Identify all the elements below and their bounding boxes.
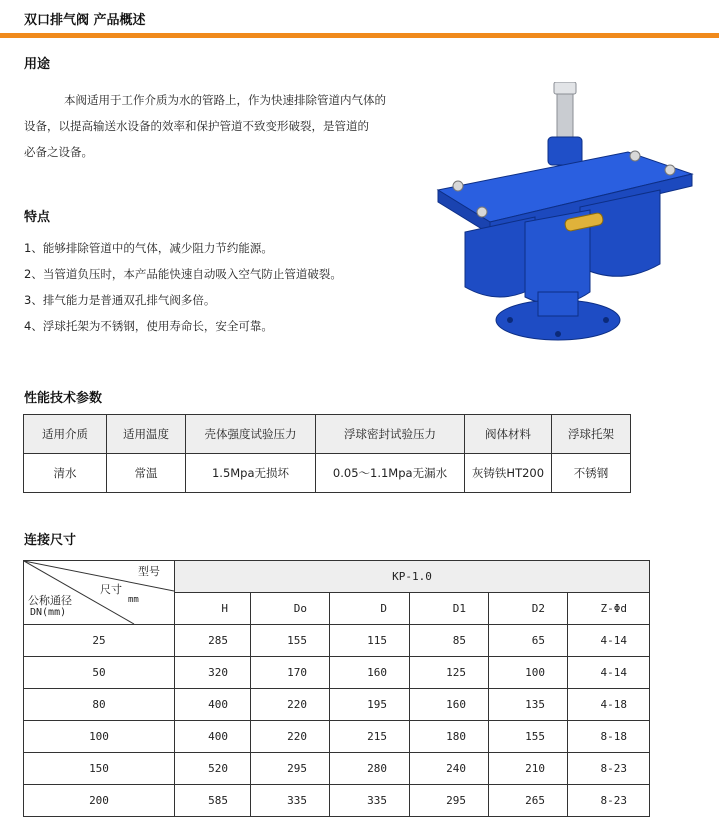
table-cell: 8-23 [568,785,650,817]
performance-table [23,414,631,493]
table-cell: 灰铸铁HT200 [465,454,552,493]
table-cell: 8-18 [568,721,650,753]
table-cell: 160 [410,689,489,721]
table-cell: 170 [251,657,330,689]
usage-heading: 用途 [24,57,51,72]
performance-heading: 性能技术参数 [24,391,103,406]
bolt-icon [453,181,463,191]
bolt-icon [630,151,640,161]
table-cell: 215 [330,721,410,753]
table-corner-cell [24,561,175,625]
table-cell: 1.5Mpa无损坏 [186,454,316,493]
table-cell: 4-14 [568,625,650,657]
table-cell: 100 [489,657,568,689]
table-cell: 295 [251,753,330,785]
corner-dn-label: 公称通径 [28,594,72,607]
header-divider [0,33,719,38]
corner-unit-label: mm [128,595,139,605]
usage-line-2: 设备，以提高输送水设备的效率和保护管道不致变形破裂，是管道的 [24,119,369,133]
features-list [24,235,342,339]
table-header-row [24,561,650,593]
corner-dn-unit-label: DN(mm) [30,607,67,618]
table-cell: 125 [410,657,489,689]
usage-line-3: 必备之设备。 [24,145,93,159]
table-cell: 50 [24,657,175,689]
table-row [24,785,650,817]
feature-item: 1、能够排除管道中的气体，减少阻力节约能源。 [24,241,273,255]
table-cell: 25 [24,625,175,657]
connection-table [23,560,650,817]
table-header-cell: D2 [489,593,568,625]
valve-stem [557,88,573,138]
valve-stem-cap [554,82,576,94]
table-cell: 80 [24,689,175,721]
table-cell: 150 [24,753,175,785]
table-header-cell: 阀体材料 [465,415,552,454]
table-cell: 65 [489,625,568,657]
table-cell: 240 [410,753,489,785]
table-cell: 160 [330,657,410,689]
table-header-row [24,415,631,454]
table-cell: 265 [489,785,568,817]
table-cell: 常温 [107,454,186,493]
table-cell: 200 [24,785,175,817]
table-cell: 清水 [24,454,107,493]
table-row [24,721,650,753]
table-header-cell: D1 [410,593,489,625]
table-cell: 400 [175,689,251,721]
table-header-cell: D [330,593,410,625]
table-cell: 不锈钢 [552,454,631,493]
table-row [24,753,650,785]
table-header-cell: 浮球密封试验压力 [316,415,465,454]
table-cell: 135 [489,689,568,721]
table-cell: 335 [330,785,410,817]
table-cell: 220 [251,689,330,721]
connection-heading: 连接尺寸 [24,533,77,548]
bolt-icon [665,165,675,175]
table-header-cell: 适用温度 [107,415,186,454]
table-cell: 320 [175,657,251,689]
table-row [24,689,650,721]
bolt-icon [477,207,487,217]
valve-upper-nut [548,137,582,165]
table-header-cell: 浮球托架 [552,415,631,454]
table-cell: 295 [410,785,489,817]
table-cell: 180 [410,721,489,753]
table-header-cell: H [175,593,251,625]
table-cell: 585 [175,785,251,817]
feature-item: 4、浮球托架为不锈钢，使用寿命长，安全可靠。 [24,319,273,333]
table-cell: 85 [410,625,489,657]
table-cell: 8-23 [568,753,650,785]
table-cell: 400 [175,721,251,753]
page-title: 双口排气阀 产品概述 [24,13,146,28]
table-cell: 195 [330,689,410,721]
table-header-cell: 适用介质 [24,415,107,454]
feature-item: 2、当管道负压时，本产品能快速自动吸入空气防止管道破裂。 [24,267,342,281]
table-cell: 210 [489,753,568,785]
table-header-cell: Z-Φd [568,593,650,625]
table-header-cell: Do [251,593,330,625]
flange-hole-icon [555,331,561,337]
table-header-cell: 壳体强度试验压力 [186,415,316,454]
flange-hole-icon [507,317,513,323]
valve-neck [538,292,578,316]
table-cell: 220 [251,721,330,753]
table-cell: 155 [489,721,568,753]
table-cell: 115 [330,625,410,657]
model-header-cell: KP-1.0 [175,561,650,593]
table-cell: 280 [330,753,410,785]
table-row [24,657,650,689]
usage-paragraph [24,87,424,165]
table-cell: 155 [251,625,330,657]
features-heading: 特点 [24,210,51,225]
table-cell: 4-18 [568,689,650,721]
table-cell: 335 [251,785,330,817]
table-cell: 285 [175,625,251,657]
usage-line-1: 本阀适用于工作介质为水的管路上，作为快速排除管道内气体的 [64,93,386,107]
table-row [24,625,650,657]
valve-product-image [430,82,700,342]
page-header [0,0,719,33]
corner-size-label: 尺寸 [100,583,122,596]
table-cell: 520 [175,753,251,785]
flange-hole-icon [603,317,609,323]
table-cell: 4-14 [568,657,650,689]
table-cell: 0.05～1.1Mpa无漏水 [316,454,465,493]
table-row [24,454,631,493]
table-cell: 100 [24,721,175,753]
corner-model-label: 型号 [138,565,160,578]
feature-item: 3、排气能力是普通双孔排气阀多倍。 [24,293,216,307]
